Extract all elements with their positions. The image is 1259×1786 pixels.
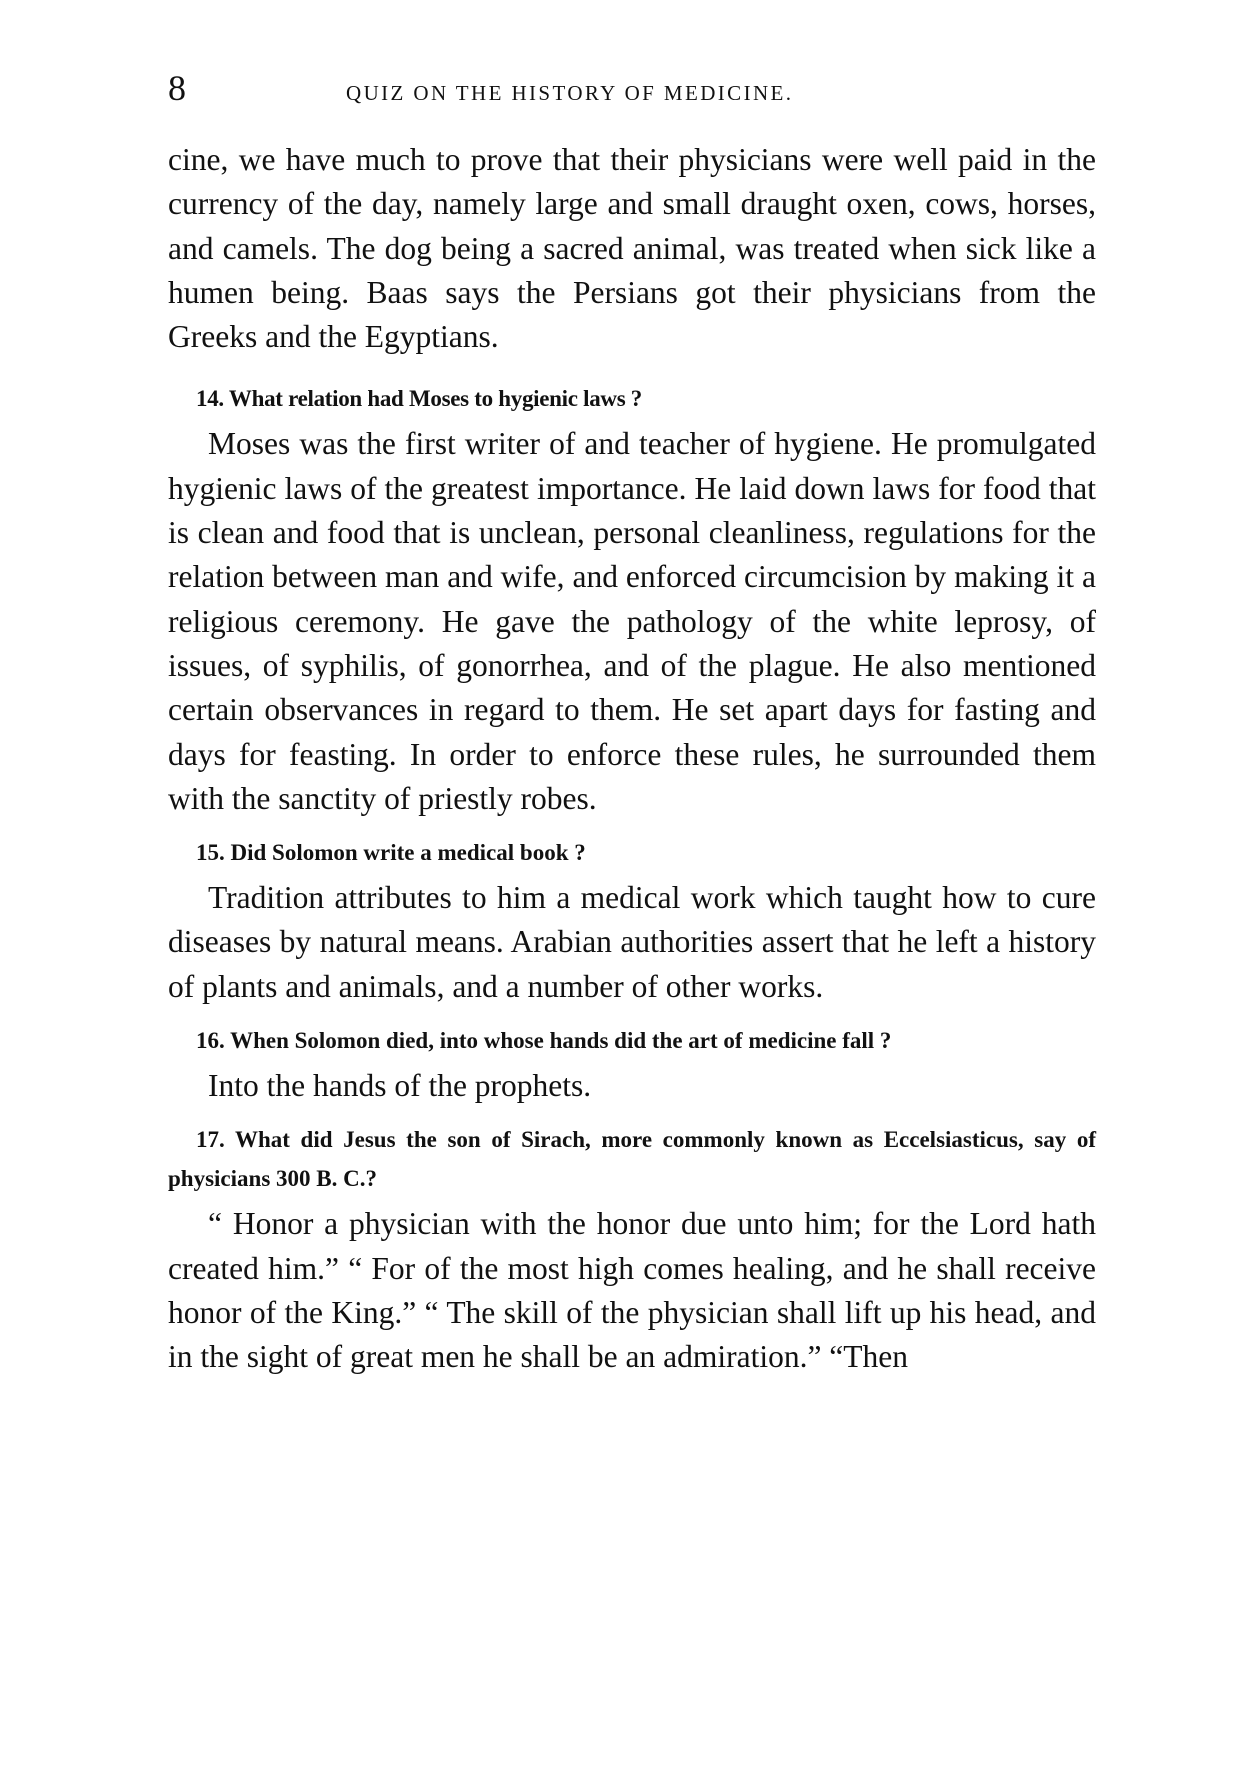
- page-number: 8: [168, 68, 186, 108]
- intro-paragraph: cine, we have much to prove that their physicians were well paid in the currency of the day, namely large and small draught oxen, cows, horses, and camels. The dog being a sacred animal, was treated when sick like a humen being. Baas says the Persians got their physicians from the Greeks and the Egyptians.: [168, 142, 1096, 355]
- question-14: 14. What relation had Moses to hygienic laws ?: [196, 386, 643, 412]
- text-column: [168, 138, 1096, 1380]
- question-15: 15. Did Solomon write a medical book ?: [196, 840, 586, 866]
- question-16: 16. When Solomon died, into whose hands did the art of medicine fall ?: [196, 1028, 892, 1054]
- page-header: [168, 62, 1108, 112]
- answer-14: Moses was the first writer of and teacher of hygiene. He promulgated hygienic laws of the greatest importance. He laid down laws for food that is clean and food that is unclean, personal cleanliness, regulations for the relation between man and wife, and enforced circumcision by making it a religious ceremony. He gave the pathology of the white leprosy, of issues, of syphilis, of gonorrhea, and of the plague. He also mentioned certain observances in regard to them. He set apart days for fasting and days for feasting. In order to enforce these rules, he surrounded them with the sanctity of priestly robes.: [168, 426, 1096, 816]
- question-17: 17. What did Jesus the son of Sirach, more commonly known as Eccelsiasticus, say of physicians 300 B. C.?: [168, 1127, 1096, 1192]
- answer-15: Tradition attributes to him a medical work which taught how to cure diseases by natural means. Arabian authorities assert that he left a history of plants and animals, and a number of other works.: [168, 880, 1096, 1004]
- running-head: QUIZ ON THE HISTORY OF MEDICINE.: [346, 81, 794, 105]
- answer-16: Into the hands of the prophets.: [208, 1068, 592, 1104]
- answer-17: “ Honor a physician with the honor due unto him; for the Lord hath created him.” “ For of the most high comes healing, and he shall receive honor of the King.” “ The skill of the physician shall lift up his head, and in the sight of great men he shall be an admiration.” “Then: [168, 1206, 1096, 1375]
